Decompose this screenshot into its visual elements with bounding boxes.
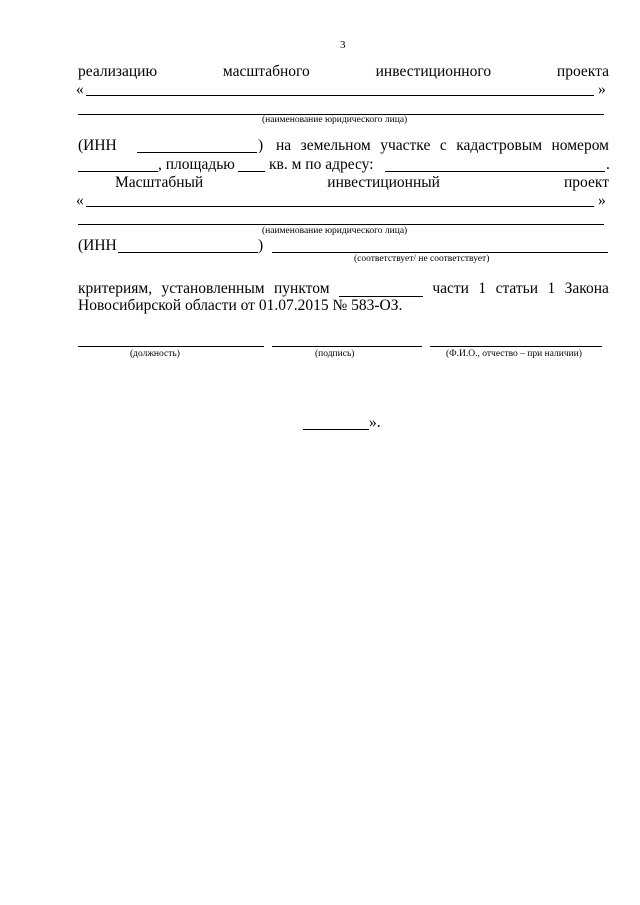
word: с <box>439 137 447 154</box>
inn-label: (ИНН <box>78 137 117 154</box>
word: пунктом <box>274 280 330 297</box>
intro-line <box>78 64 609 80</box>
word: масштабного <box>222 63 310 80</box>
compliance-caption: (соответствует/ не соответствует) <box>354 254 490 264</box>
word: проекта <box>556 63 609 80</box>
word: инвестиционный <box>327 174 440 191</box>
word: установленным <box>161 280 265 297</box>
word: на <box>276 137 292 154</box>
position-blank <box>78 346 264 347</box>
position-caption: (должность) <box>130 349 180 359</box>
address-end: . <box>606 156 610 173</box>
closing-end: ». <box>369 414 381 431</box>
word: статьи <box>495 280 539 297</box>
word: Масштабный <box>115 174 204 191</box>
word: номером <box>551 137 609 154</box>
open-quote: « <box>76 192 84 209</box>
open-quote: « <box>76 81 84 98</box>
word: земельном <box>300 137 371 154</box>
project-name-blank <box>86 95 594 96</box>
legal-name-blank <box>78 224 604 225</box>
compliance-blank <box>272 252 608 253</box>
legal-name-caption: (наименование юридического лица) <box>262 115 408 125</box>
close-quote: » <box>598 81 606 98</box>
close-quote: » <box>598 192 606 209</box>
word: кадастровым <box>456 137 543 154</box>
signature-blank <box>272 346 422 347</box>
inn-continuation <box>276 138 609 154</box>
word: части <box>432 280 469 297</box>
address-blank <box>385 171 605 172</box>
criteria-line <box>78 281 609 297</box>
word: 1 <box>547 280 556 297</box>
name-caption: (Ф.И.О., отчество – при наличии) <box>446 349 582 359</box>
word: Закона <box>564 280 609 297</box>
inn-blank <box>118 252 258 253</box>
area-label: , площадью <box>158 156 235 173</box>
name-blank <box>430 346 602 347</box>
word: критериям, <box>78 280 153 297</box>
closing-blank <box>303 429 369 430</box>
page-number: 3 <box>340 39 346 51</box>
inn-close-paren: ) <box>258 137 264 154</box>
project-line <box>115 175 609 191</box>
law-reference: Новосибирской области от 01.07.2015 № 583-ОЗ. <box>78 297 403 314</box>
inn-label: (ИНН <box>78 237 117 254</box>
cadastral-number-blank <box>78 171 158 172</box>
word: реализацию <box>78 63 158 80</box>
inn-close-paren: ) <box>258 237 264 254</box>
word: проект <box>564 174 609 191</box>
signature-caption: (подпись) <box>315 349 355 359</box>
area-blank <box>238 171 265 172</box>
legal-name-caption: (наименование юридического лица) <box>262 226 408 236</box>
word: участке <box>380 137 431 154</box>
item-number-blank <box>339 282 423 297</box>
word: 1 <box>478 280 487 297</box>
project-name-blank <box>86 206 594 207</box>
inn-blank <box>137 152 257 153</box>
address-label: кв. м по адресу: <box>269 156 374 173</box>
word: инвестиционного <box>375 63 492 80</box>
